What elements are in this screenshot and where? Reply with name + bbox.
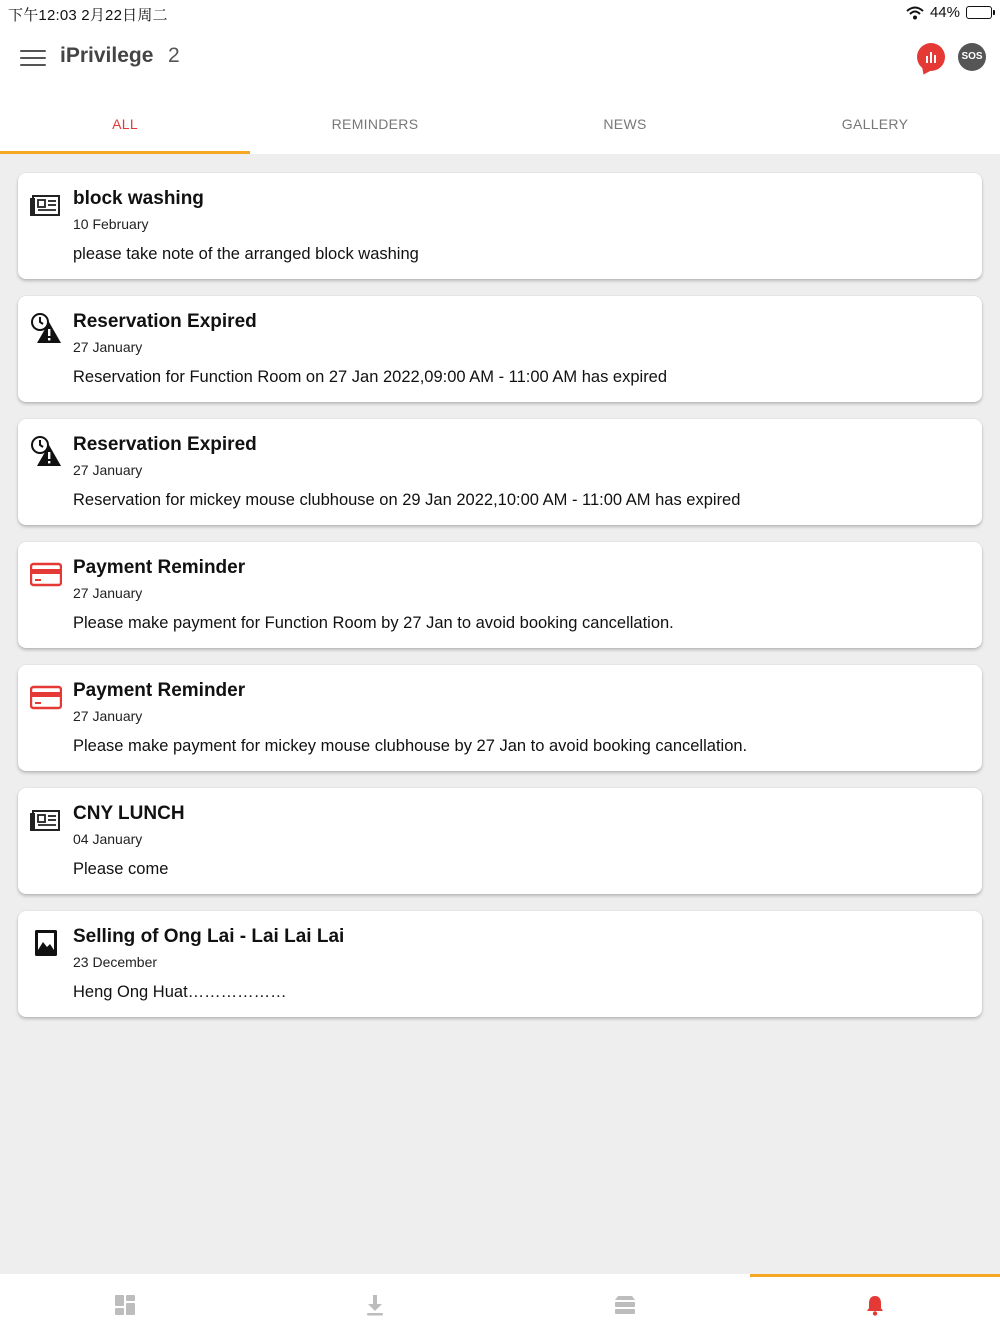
tab-gallery[interactable]: GALLERY (841, 116, 909, 132)
notification-body: please take note of the arranged block washing (73, 245, 419, 263)
notification-feed[interactable] (0, 154, 1000, 1026)
category-tabs (0, 90, 1000, 154)
status-bar (0, 0, 1000, 26)
app-title: iPrivilege (60, 44, 154, 67)
notification-card[interactable] (18, 665, 982, 771)
newspaper-icon (30, 804, 62, 836)
notification-title: CNY LUNCH (73, 803, 185, 824)
image-icon (30, 927, 62, 959)
credit-card-icon (30, 558, 62, 590)
nav-stack[interactable] (500, 1274, 750, 1334)
notification-date: 27 January (73, 339, 143, 355)
nav-notifications[interactable] (750, 1274, 1000, 1334)
notification-card[interactable] (18, 788, 982, 894)
bottom-navigation (0, 1274, 1000, 1334)
download-icon (364, 1294, 386, 1316)
app-bar (0, 26, 1000, 90)
notification-date: 04 January (73, 831, 143, 847)
notification-date: 27 January (73, 708, 143, 724)
sos-button[interactable]: SOS (958, 43, 986, 71)
notification-date: 10 February (73, 216, 149, 232)
alarm-warning-icon (30, 435, 62, 467)
notification-body: Please make payment for Function Room by 27 Jan to avoid booking cancellation. (73, 614, 674, 632)
tab-news[interactable]: NEWS (603, 116, 647, 132)
notification-title: Reservation Expired (73, 311, 257, 332)
notification-card[interactable] (18, 173, 982, 279)
notification-date: 23 December (73, 954, 158, 970)
battery-percent: 44% (929, 4, 960, 21)
notification-body: Reservation for mickey mouse clubhouse on 29 Jan 2022,10:00 AM - 11:00 AM has expired (73, 491, 741, 509)
notification-card[interactable] (18, 911, 982, 1017)
hamburger-menu-icon[interactable] (20, 48, 46, 68)
nav-download[interactable] (250, 1274, 500, 1334)
notification-card[interactable] (18, 542, 982, 648)
notification-body: Heng Ong Huat……………… (73, 983, 287, 1001)
battery-icon (966, 6, 992, 19)
alarm-warning-icon (30, 312, 62, 344)
nav-dashboard[interactable] (0, 1274, 250, 1334)
wifi-icon (906, 6, 924, 20)
notification-card[interactable] (18, 419, 982, 525)
status-right (906, 4, 992, 21)
dashboard-icon (114, 1294, 136, 1316)
notification-title: Reservation Expired (73, 434, 257, 455)
tab-all[interactable]: ALL (0, 90, 250, 154)
poll-icon[interactable] (917, 43, 945, 71)
notification-title: block washing (73, 188, 204, 209)
bell-icon (864, 1294, 886, 1316)
notification-title: Payment Reminder (73, 680, 246, 701)
unread-count: 2 (168, 44, 180, 67)
notification-body: Please come (73, 860, 169, 878)
notification-date: 27 January (73, 585, 143, 601)
newspaper-icon (30, 189, 62, 221)
notification-body: Please make payment for mickey mouse clubhouse by 27 Jan to avoid booking cancellation. (73, 737, 748, 755)
notification-card[interactable] (18, 296, 982, 402)
notification-body: Reservation for Function Room on 27 Jan 2022,09:00 AM - 11:00 AM has expired (73, 368, 668, 386)
notification-title: Selling of Ong Lai - Lai Lai Lai (73, 926, 345, 947)
credit-card-icon (30, 681, 62, 713)
tab-reminders[interactable]: REMINDERS (331, 116, 419, 132)
stack-icon (614, 1294, 636, 1316)
notification-date: 27 January (73, 462, 143, 478)
status-time-date: 下午12:03 2月22日周二 (8, 7, 168, 24)
notification-title: Payment Reminder (73, 557, 246, 578)
